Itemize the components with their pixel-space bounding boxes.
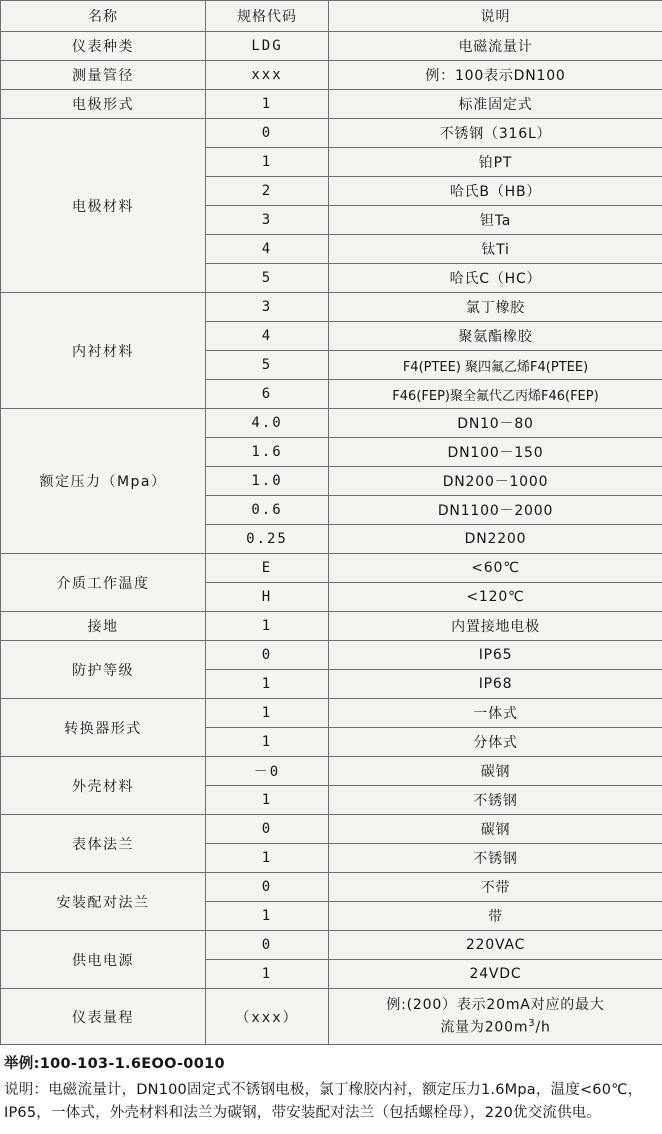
- spec-code: 2: [206, 177, 329, 206]
- spec-desc: <120℃: [329, 583, 662, 612]
- spec-code: 3: [206, 293, 329, 322]
- group-name: 外壳材料: [1, 757, 206, 815]
- table-row: [1, 757, 662, 786]
- spec-desc: 氯丁橡胶: [329, 293, 662, 322]
- spec-desc: F4(PTEE) 聚四氟乙烯F4(PTEE): [329, 351, 662, 380]
- table-row: [1, 873, 662, 902]
- spec-code: 0: [206, 641, 329, 670]
- spec-code: 6: [206, 380, 329, 409]
- spec-desc-line2-sup: 3: [528, 1018, 535, 1029]
- group-name: 表体法兰: [1, 815, 206, 873]
- spec-code: 1: [206, 699, 329, 728]
- spec-code: 1: [206, 786, 329, 815]
- spec-desc: 内置接地电极: [329, 612, 662, 641]
- spec-code: 1: [206, 844, 329, 873]
- spec-desc: 例：100表示DN100: [329, 61, 662, 90]
- spec-desc: 聚氨酯橡胶: [329, 322, 662, 351]
- header-code: 规格代码: [206, 1, 329, 32]
- table-row: [1, 612, 662, 641]
- spec-desc: IP68: [329, 670, 662, 699]
- spec-code: 1.6: [206, 438, 329, 467]
- spec-desc: 不锈钢: [329, 786, 662, 815]
- spec-desc: F46(FEP)聚全氟代乙丙烯F46(FEP): [329, 380, 662, 409]
- table-row: [1, 90, 662, 119]
- group-name: 电极形式: [1, 90, 206, 119]
- spec-code: 5: [206, 264, 329, 293]
- table-row: [1, 641, 662, 670]
- spec-desc: 电磁流量计: [329, 32, 662, 61]
- group-name: 供电电源: [1, 931, 206, 989]
- table-row: [1, 293, 662, 322]
- spec-code: 0: [206, 873, 329, 902]
- table-row: [1, 119, 662, 148]
- spec-code: 1: [206, 960, 329, 989]
- spec-code: 0: [206, 119, 329, 148]
- spec-desc: DN200－1000: [329, 467, 662, 496]
- group-name: 电极材料: [1, 119, 206, 293]
- spec-desc: 220VAC: [329, 931, 662, 960]
- table-row: [1, 699, 662, 728]
- spec-code: 0.6: [206, 496, 329, 525]
- spec-code: 4.0: [206, 409, 329, 438]
- spec-code: 0: [206, 815, 329, 844]
- spec-code: 4: [206, 235, 329, 264]
- spec-code: H: [206, 583, 329, 612]
- spec-code: 0.25: [206, 525, 329, 554]
- spec-desc: DN100－150: [329, 438, 662, 467]
- table-row: [1, 989, 662, 1045]
- spec-desc: 标准固定式: [329, 90, 662, 119]
- spec-desc: 钽Ta: [329, 206, 662, 235]
- notes-section: [0, 1045, 662, 1134]
- spec-desc: DN1100－2000: [329, 496, 662, 525]
- spec-desc: 钛Ti: [329, 235, 662, 264]
- spec-code: 1: [206, 670, 329, 699]
- spec-desc: [329, 989, 662, 1045]
- group-name: 内衬材料: [1, 293, 206, 409]
- example-line: 举例:100-103-1.6EOO-0010: [4, 1053, 658, 1075]
- spec-desc-line2: [329, 1016, 662, 1039]
- spec-code: 0: [206, 931, 329, 960]
- spec-desc: 哈氏B（HB）: [329, 177, 662, 206]
- spec-code: 5: [206, 351, 329, 380]
- spec-desc-line1: 例:(200）表示20mA对应的最大: [329, 995, 662, 1016]
- group-name: 介质工作温度: [1, 554, 206, 612]
- group-name: 安装配对法兰: [1, 873, 206, 931]
- spec-code: xxx: [206, 61, 329, 90]
- group-name: 额定压力（Mpa）: [1, 409, 206, 554]
- spec-code: 1: [206, 612, 329, 641]
- spec-code: 1: [206, 90, 329, 119]
- table-row: [1, 815, 662, 844]
- group-name: 仪表种类: [1, 32, 206, 61]
- spec-desc: 带: [329, 902, 662, 931]
- spec-desc: 不锈钢（316L）: [329, 119, 662, 148]
- table-row: [1, 554, 662, 583]
- group-name: 防护等级: [1, 641, 206, 699]
- spec-code: 4: [206, 322, 329, 351]
- group-name: 测量管径: [1, 61, 206, 90]
- spec-desc: 铂PT: [329, 148, 662, 177]
- spec-desc: 分体式: [329, 728, 662, 757]
- spec-desc-line2-post: /h: [535, 1019, 550, 1035]
- spec-desc: 碳钢: [329, 815, 662, 844]
- spec-desc: 一体式: [329, 699, 662, 728]
- header-name: 名称: [1, 1, 206, 32]
- spec-desc: 碳钢: [329, 757, 662, 786]
- spec-code: －0: [206, 757, 329, 786]
- group-name: 仪表量程: [1, 989, 206, 1045]
- spec-desc-line2-pre: 流量为200m: [440, 1019, 528, 1035]
- header-desc: 说明: [329, 1, 662, 32]
- spec-desc: 不锈钢: [329, 844, 662, 873]
- table-body: [1, 32, 662, 1045]
- spec-code: LDG: [206, 32, 329, 61]
- spec-code: （xxx）: [206, 989, 329, 1045]
- spec-desc: <60℃: [329, 554, 662, 583]
- example-description: 说明：电磁流量计，DN100固定式不锈钢电极，氯丁橡胶内衬，额定压力1.6Mpa，温度<60℃，IP65，一体式，外壳材料和法兰为碳钢，带安装配对法兰（包括螺栓母），220优交流供电。: [4, 1079, 658, 1124]
- spec-desc: DN10－80: [329, 409, 662, 438]
- table-row: [1, 931, 662, 960]
- spec-code: 1: [206, 728, 329, 757]
- table-row: [1, 409, 662, 438]
- table-header: [1, 1, 662, 32]
- spec-desc: 不带: [329, 873, 662, 902]
- table-row: [1, 32, 662, 61]
- header-row: [1, 1, 662, 32]
- spec-desc: 哈氏C（HC）: [329, 264, 662, 293]
- spec-desc: IP65: [329, 641, 662, 670]
- spec-code: 1.0: [206, 467, 329, 496]
- group-name: 转换器形式: [1, 699, 206, 757]
- group-name: 接地: [1, 612, 206, 641]
- table-row: [1, 61, 662, 90]
- spec-code: 1: [206, 148, 329, 177]
- spec-code: E: [206, 554, 329, 583]
- spec-desc: 24VDC: [329, 960, 662, 989]
- spec-desc: DN2200: [329, 525, 662, 554]
- spec-code: 3: [206, 206, 329, 235]
- spec-code: 1: [206, 902, 329, 931]
